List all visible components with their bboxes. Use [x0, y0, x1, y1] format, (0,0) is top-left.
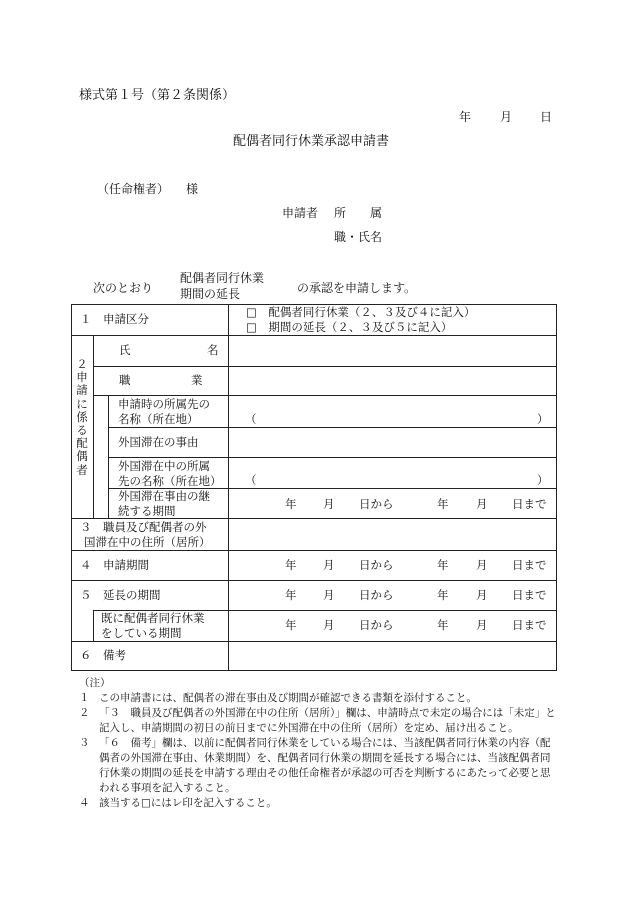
applicant-label: 申請者 [282, 206, 319, 220]
date-month: 月 [500, 110, 513, 124]
note-item: １ この申請書には、配偶者の滞在事由及び期間が確認できる書類を添付すること。 [79, 692, 477, 704]
foreign-affiliation-label: 外国滞在中の所属 先の名称（所在地） [118, 459, 222, 488]
row1-label: １ 申請区分 [80, 312, 149, 326]
foreign-stay-reason-label: 外国滞在の事由 [118, 435, 199, 449]
foreign-affil-paren-open: （ [245, 473, 257, 487]
affil-paren-open: （ [245, 412, 257, 426]
intro-option-leave: 配偶者同行休業 [180, 271, 265, 285]
choice-leave[interactable]: □ 配偶者同行休業（２、３及び４に記入） [246, 305, 476, 319]
form-id: 様式第１号（第２条関係） [79, 88, 236, 103]
intro-prefix: 次のとおり [93, 281, 154, 295]
addressee-authority: （任命権者） [97, 182, 170, 196]
intro-suffix: の承認を申請します。 [297, 281, 417, 295]
stay-duration-label: 外国滞在事由の継 続する期間 [118, 489, 210, 518]
row5-label: ５ 延長の期間 [80, 588, 161, 602]
spouse-job-label-a: 職 [119, 373, 131, 387]
notes [79, 676, 559, 811]
row3-label: ３ 職員及び配偶者の外 国滞在中の住所（居所） [80, 520, 211, 549]
note-item: ３ 「６ 備考」欄は、以前に配偶者同行休業をしている場合には、当該配偶者同行休業の内容（配偶者の外国滞在事由、休業期間）を、配偶者同行休業の期間を延長する場合には、当該配偶者同行休業の期間の延長を申請する理由その他任命権者が承認の可否を判断するにあたって必要と思われる事項を記入すること。 [79, 737, 551, 794]
name-label: 職・氏名 [334, 230, 383, 244]
spouse-name-label-a: 氏 [119, 343, 131, 357]
foreign-affil-paren-close: ） [537, 473, 549, 487]
intro-options [180, 270, 264, 302]
note-item: ４ 該当する□にはレ印を記入すること。 [79, 797, 277, 809]
row6-label: ６ 備考 [80, 648, 126, 662]
choice-extension[interactable]: □ 期間の延長（２、３及び５に記入） [246, 320, 453, 334]
note-item: ２ 「３ 職員及び配偶者の外国滞在中の住所（居所）」欄は、申請時点で未定の場合には「未定」と記入し、申請期間の初日の前日までに外国滞在中の住所（居所）を定め、届け出ること。 [79, 707, 556, 734]
row4-label: ４ 申請期間 [80, 558, 149, 572]
intro-option-extension: 期間の延長 [180, 287, 241, 301]
notes-heading: （注） [79, 677, 111, 689]
spouse-name-label-b: 名 [207, 343, 219, 357]
date-day: 日 [540, 110, 553, 124]
application-table: １ 申請区分 □ 配偶者同行休業（２、３及び４に記入） □ 期間の延長（２、３及び５に記入） ２申請に係る配偶者 氏 名 職 業 申請時の所属先の 名称（所在地） （ ） 外国滞在の事由 外国滞在中の所属 先の名称（所在地） （ ） 外国滞在事由の継 続する期間 年 月 日から 年 月 日まで ３ 職員及び配偶者の外 国滞在中の住所（居所） ４ 申請期間 年 月 日から 年 月 日まで ５ 延長の期間 年 月 日から 年 月 日まで 既に配偶者同行休業 をしている期間 年 月 日から 年 月 日まで ６ 備考 [71, 304, 557, 671]
spouse-job-label-b: 業 [191, 373, 203, 387]
row2-vertical-label: ２申請に係る配偶者 [76, 357, 88, 477]
page-title: 配偶者同行休業承認申請書 [233, 134, 390, 149]
affil-paren-close: ） [537, 412, 549, 426]
date-line [0, 108, 630, 124]
addressee-honorific: 様 [186, 182, 199, 196]
affiliation-label: 所 属 [334, 206, 383, 220]
affiliation-at-application-label: 申請時の所属先の 名称（所在地） [118, 397, 210, 426]
prior-leave-label: 既に配偶者同行休業 をしている期間 [101, 611, 205, 640]
date-year: 年 [459, 110, 472, 124]
